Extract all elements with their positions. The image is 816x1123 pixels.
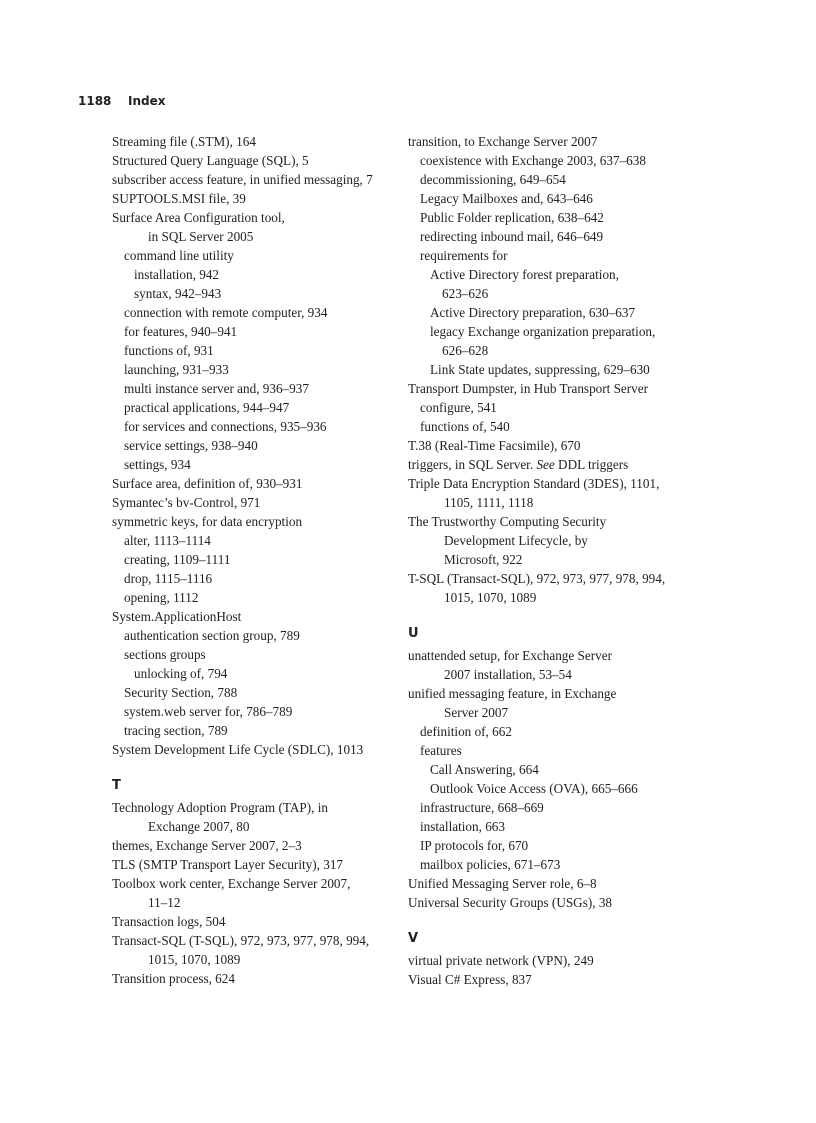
index-entry: virtual private network (VPN), 249 bbox=[408, 953, 594, 968]
index-subentry: authentication section group, 789 bbox=[124, 628, 300, 643]
index-column-left bbox=[112, 132, 387, 988]
index-entry: Unified Messaging Server role, 6–8 bbox=[408, 876, 597, 891]
index-entry: Development Lifecycle, by bbox=[444, 533, 588, 548]
see-reference: See bbox=[536, 457, 555, 472]
index-entry: T-SQL (Transact-SQL), 972, 973, 977, 978, 994, bbox=[408, 571, 666, 586]
index-entry: Transition process, 624 bbox=[112, 971, 235, 986]
index-entry: subscriber access feature, in unified messaging, 7 bbox=[112, 172, 373, 187]
index-subentry: service settings, 938–940 bbox=[124, 438, 258, 453]
section-title: Index bbox=[128, 94, 166, 108]
index-entry: 2007 installation, 53–54 bbox=[444, 667, 572, 682]
index-subentry: infrastructure, 668–669 bbox=[420, 800, 544, 815]
index-subentry: functions of, 931 bbox=[124, 343, 214, 358]
index-subentry: settings, 934 bbox=[124, 457, 191, 472]
index-entry: 11–12 bbox=[148, 895, 181, 910]
page-number: 1188 bbox=[78, 94, 112, 108]
index-subentry: Legacy Mailboxes and, 643–646 bbox=[420, 191, 593, 206]
index-subsubentry: syntax, 942–943 bbox=[134, 286, 222, 301]
index-subsubentry: installation, 942 bbox=[134, 267, 219, 282]
letter-heading-t: T bbox=[112, 778, 121, 793]
index-subentry: for features, 940–941 bbox=[124, 324, 238, 339]
index-subentry: Public Folder replication, 638–642 bbox=[420, 210, 604, 225]
index-column-right bbox=[408, 132, 693, 989]
index-subsubentry: unlocking of, 794 bbox=[134, 666, 228, 681]
index-entry: Transaction logs, 504 bbox=[112, 914, 226, 929]
index-subsubentry: Call Answering, 664 bbox=[430, 762, 539, 777]
index-subsubentry: Outlook Voice Access (OVA), 665–666 bbox=[430, 781, 638, 796]
index-entry: Surface Area Configuration tool, bbox=[112, 210, 285, 225]
index-subsubentry: Link State updates, suppressing, 629–630 bbox=[430, 362, 650, 377]
index-entry: transition, to Exchange Server 2007 bbox=[408, 134, 598, 149]
index-subentry: decommissioning, 649–654 bbox=[420, 172, 566, 187]
index-entry: symmetric keys, for data encryption bbox=[112, 514, 303, 529]
index-subsubentry: 623–626 bbox=[442, 286, 489, 301]
index-entry: Triple Data Encryption Standard (3DES), 1101, bbox=[408, 476, 660, 491]
index-entry: 1015, 1070, 1089 bbox=[444, 590, 537, 605]
index-subentry: for services and connections, 935–936 bbox=[124, 419, 327, 434]
index-entry: SUPTOOLS.MSI file, 39 bbox=[112, 191, 246, 206]
index-subsubentry: legacy Exchange organization preparation, bbox=[430, 324, 656, 339]
index-subsubentry: Active Directory forest preparation, bbox=[430, 267, 619, 282]
index-subentry: features bbox=[420, 743, 462, 758]
index-entry: Visual C# Express, 837 bbox=[408, 972, 532, 987]
index-subentry: alter, 1113–1114 bbox=[124, 533, 211, 548]
index-subentry: drop, 1115–1116 bbox=[124, 571, 213, 586]
index-entry: themes, Exchange Server 2007, 2–3 bbox=[112, 838, 302, 853]
index-entry: unified messaging feature, in Exchange bbox=[408, 686, 617, 701]
index-entry: The Trustworthy Computing Security bbox=[408, 514, 607, 529]
index-subentry: requirements for bbox=[420, 248, 508, 263]
index-entry: Technology Adoption Program (TAP), in bbox=[112, 800, 328, 815]
index-entry: Surface area, definition of, 930–931 bbox=[112, 476, 303, 491]
index-entry: TLS (SMTP Transport Layer Security), 317 bbox=[112, 857, 344, 872]
index-entry: Structured Query Language (SQL), 5 bbox=[112, 153, 309, 168]
index-entry: System Development Life Cycle (SDLC), 1013 bbox=[112, 742, 364, 757]
index-entry: System.ApplicationHost bbox=[112, 609, 242, 624]
index-subentry: sections groups bbox=[124, 647, 206, 662]
letter-heading-u: U bbox=[408, 626, 419, 641]
letter-heading-v: V bbox=[408, 931, 419, 946]
index-entry: Symantec’s bv-Control, 971 bbox=[112, 495, 261, 510]
index-subentry: configure, 541 bbox=[420, 400, 497, 415]
index-subentry: creating, 1109–1111 bbox=[124, 552, 231, 567]
index-entry: Transact-SQL (T-SQL), 972, 973, 977, 978, 994, bbox=[112, 933, 370, 948]
index-entry: unattended setup, for Exchange Server bbox=[408, 648, 612, 663]
index-subentry: command line utility bbox=[124, 248, 234, 263]
entry-text: DDL triggers bbox=[554, 457, 629, 472]
index-subentry: opening, 1112 bbox=[124, 590, 199, 605]
index-subsubentry: 626–628 bbox=[442, 343, 489, 358]
index-subentry: functions of, 540 bbox=[420, 419, 510, 434]
index-subentry: launching, 931–933 bbox=[124, 362, 229, 377]
index-entry: Transport Dumpster, in Hub Transport Server bbox=[408, 381, 649, 396]
index-subentry: coexistence with Exchange 2003, 637–638 bbox=[420, 153, 646, 168]
index-entry: Server 2007 bbox=[444, 705, 509, 720]
index-entry-triggers bbox=[408, 455, 693, 474]
index-subentry: definition of, 662 bbox=[420, 724, 512, 739]
index-subentry: redirecting inbound mail, 646–649 bbox=[420, 229, 604, 244]
index-entry: Microsoft, 922 bbox=[444, 552, 523, 567]
index-entry: Universal Security Groups (USGs), 38 bbox=[408, 895, 613, 910]
index-entry: T.38 (Real-Time Facsimile), 670 bbox=[408, 438, 581, 453]
index-subsubentry: Active Directory preparation, 630–637 bbox=[430, 305, 636, 320]
index-entry: Toolbox work center, Exchange Server 2007, bbox=[112, 876, 351, 891]
running-header bbox=[78, 94, 165, 108]
index-entry: Exchange 2007, 80 bbox=[148, 819, 250, 834]
index-subentry: IP protocols for, 670 bbox=[420, 838, 529, 853]
index-subentry: tracing section, 789 bbox=[124, 723, 228, 738]
index-subentry: connection with remote computer, 934 bbox=[124, 305, 328, 320]
index-subentry: system.web server for, 786–789 bbox=[124, 704, 293, 719]
index-entry: Streaming file (.STM), 164 bbox=[112, 134, 256, 149]
index-subentry: multi instance server and, 936–937 bbox=[124, 381, 309, 396]
index-entry: in SQL Server 2005 bbox=[148, 229, 254, 244]
index-subentry: mailbox policies, 671–673 bbox=[420, 857, 561, 872]
index-subentry: Security Section, 788 bbox=[124, 685, 238, 700]
index-subentry: installation, 663 bbox=[420, 819, 505, 834]
index-subentry: practical applications, 944–947 bbox=[124, 400, 290, 415]
index-entry: 1015, 1070, 1089 bbox=[148, 952, 241, 967]
index-entry: 1105, 1111, 1118 bbox=[444, 495, 534, 510]
entry-text: triggers, in SQL Server. bbox=[408, 457, 537, 472]
